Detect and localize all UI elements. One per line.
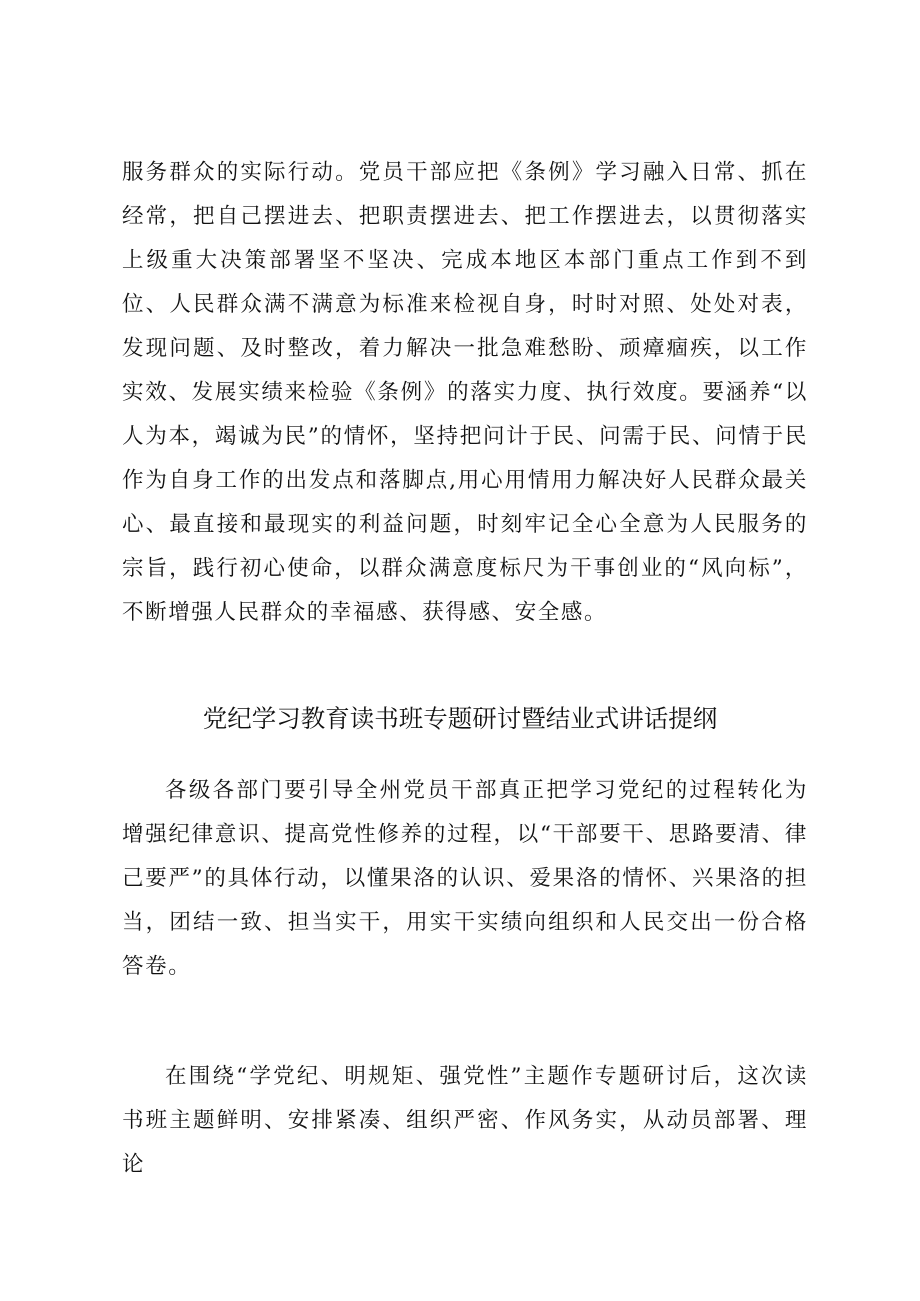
body-paragraph-3: 在围绕“学党纪、明规矩、强党性”主题作专题研讨后，这次读书班主题鲜明、安排紧凑、组织严密、作风务实，从动员部署、理论: [122, 1064, 808, 1177]
body-paragraph-1: 服务群众的实际行动。党员干部应把《条例》学习融入日常、抓在经常，把自己摆进去、把职责摆进去、把工作摆进去，以贯彻落实上级重大决策部署坚不坚决、完成本地区本部门重点工作到不到位、人民群众满不满意为标准来检视自身，时时对照、处处对表，发现问题、及时整改，着力解决一批急难愁盼、顽瘴痼疾，以工作实效、发展实绩来检验《条例》的落实力度、执行效度。要涵养“以人为本，竭诚为民”的情怀，坚持把问计于民、问需于民、问情于民作为自身工作的出发点和落脚点,用心用情用力解决好人民群众最关心、最直接和最现实的利益问题，时刻牢记全心全意为人民服务的宗旨，践行初心使命，以群众满意度标尺为干事创业的“风向标”，不断增强人民群众的幸福感、获得感、安全感。: [122, 160, 808, 625]
body-paragraph-2: 各级各部门要引导全州党员干部真正把学习党纪的过程转化为增强纪律意识、提高党性修养的过程，以“干部要干、思路要清、律己要严”的具体行动，以懂果洛的认识、爱果洛的情怀、兴果洛的担当，团结一致、担当实干，用实干实绩向组织和人民交出一份合格答卷。: [122, 778, 808, 979]
section-title: 党纪学习教育读书班专题研讨暨结业式讲话提纲: [202, 704, 718, 733]
